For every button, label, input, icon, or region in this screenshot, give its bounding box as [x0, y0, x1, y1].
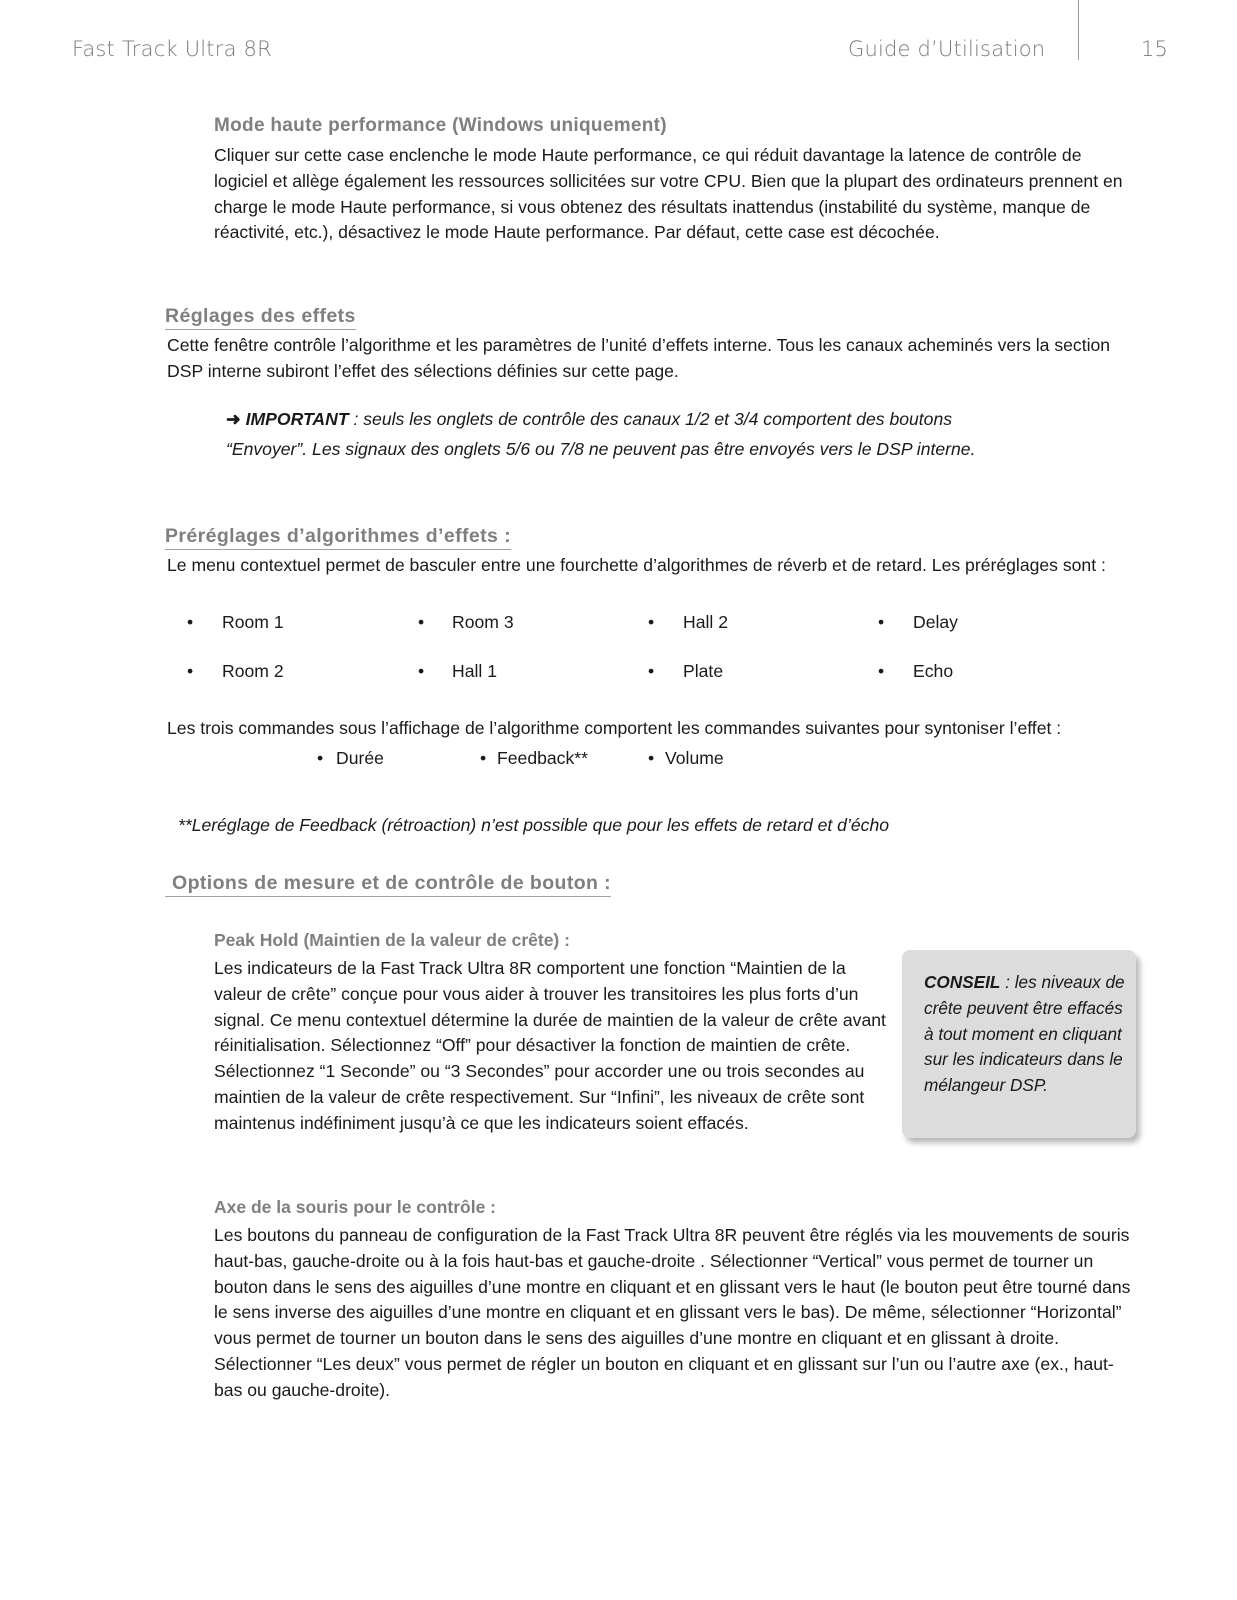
preset-item: Room 1 [222, 612, 284, 632]
effects-body: Cette fenêtre contrôle l’algorithme et les paramètres de l’unité d’effets interne. Tous les canaux acheminés vers la section DSP interne subiront l’effet des sélections définies sur cette page. [167, 335, 1111, 381]
preset-item: Room 3 [452, 612, 514, 632]
bullet-icon: • [648, 748, 655, 768]
high-perf-heading: Mode haute performance (Windows uniquement) [214, 115, 667, 136]
preset-item: Plate [683, 661, 724, 681]
mouse-axis-heading: Axe de la souris pour le contrôle : [214, 1197, 497, 1217]
bullet-icon: • [878, 661, 885, 681]
tip-callout [902, 950, 1136, 1138]
bullet-icon: • [648, 661, 655, 681]
bullet-icon: • [317, 748, 324, 768]
header-divider [1078, 0, 1079, 60]
control-item: Durée [336, 748, 384, 768]
preset-item: Room 2 [222, 661, 284, 681]
metering-heading: Options de mesure et de contrôle de bouton : [165, 872, 611, 897]
bullet-icon: • [418, 612, 425, 632]
preset-item: Echo [913, 661, 954, 681]
header-guide-title: Guide d’Utilisation [848, 37, 1046, 61]
tip-label: CONSEIL [924, 972, 1001, 992]
preset-item: Hall 2 [683, 612, 728, 632]
bullet-icon: • [878, 612, 885, 632]
control-item: Feedback** [497, 748, 588, 768]
bullet-icon: • [480, 748, 487, 768]
important-text: : seuls les onglets de contrôle des canaux 1/2 et 3/4 comportent des boutons “Envoyer”. Les signaux des onglets 5/6 ou 7/8 ne peuvent pas être envoyés vers le DSP interne. [226, 409, 976, 459]
mouse-axis-body: Les boutons du panneau de configuration de la Fast Track Ultra 8R peuvent être réglés via les mouvements de souris haut-bas, gauche-droite ou à la fois haut-bas et gauche-droite . Sélectionner “Vertical” vous permet de tourner un bouton dans le sens des aiguilles d’une montre en cliquant et en glissant vers le haut (le bouton peut être tourné dans le sens inverse des aiguilles d’une montre en cliquant et en glissant vers le bas). De même, sélectionner “Horizontal” vous permet de tourner un bouton dans le sens des aiguilles d’une montre en cliquant et en glissant à droite. Sélectionner “Les deux” vous permet de régler un bouton en cliquant et en glissant sur l’un ou l’autre axe (ex., haut-bas ou gauche-droite). [214, 1225, 1131, 1400]
effects-heading: Réglages des effets [165, 305, 356, 330]
tip-text [924, 970, 1136, 1099]
arrow-icon: ➜ [226, 409, 241, 429]
bullet-icon: • [187, 612, 194, 632]
bullet-icon: • [187, 661, 194, 681]
controls-intro: Les trois commandes sous l’affichage de l’algorithme comportent les commandes suivantes pour syntoniser l’effet : [167, 718, 1062, 738]
bullet-icon: • [418, 661, 425, 681]
high-perf-body: Cliquer sur cette case enclenche le mode Haute performance, ce qui réduit davantage la latence de contrôle de logiciel et allège également les ressources sollicitées sur votre CPU. Bien que la plupart des ordinateurs prennent en charge le mode Haute performance, si vous obtenez des résultats inattendus (instabilité du système, manque de réactivité, etc.), désactivez le mode Haute performance. Par défaut, cette case est décochée. [214, 145, 1123, 243]
bullet-icon: • [648, 612, 655, 632]
control-item: Volume [665, 748, 724, 768]
header-product: Fast Track Ultra 8R [72, 37, 272, 61]
important-note [226, 404, 986, 464]
page-number: 15 [1141, 37, 1169, 61]
presets-heading: Préréglages d’algorithmes d’effets : [165, 525, 511, 550]
preset-item: Delay [913, 612, 958, 632]
presets-intro: Le menu contextuel permet de basculer entre une fourchette d’algorithmes de réverb et de retard. Les préréglages sont : [167, 555, 1106, 575]
important-label: IMPORTANT [245, 409, 349, 429]
feedback-footnote: **Leréglage de Feedback (rétroaction) n’est possible que pour les effets de retard et d’écho [178, 815, 890, 835]
tip-body: : les niveaux de crête peuvent être effacés à tout moment en cliquant sur les indicateurs dans le mélangeur DSP. [924, 972, 1125, 1096]
peak-hold-body: Les indicateurs de la Fast Track Ultra 8R comportent une fonction “Maintien de la valeur de crête” conçue pour vous aider à trouver les transitoires les plus forts d’un signal. Ce menu contextuel détermine la durée de maintien de la valeur de crête avant réinitialisation. Sélectionnez “Off” pour désactiver la fonction de maintien de crête. Sélectionnez “1 Seconde” ou “3 Secondes” pour accorder une ou trois secondes au maintien de la valeur de crête respectivement. Sur “Infini”, les niveaux de crête sont maintenus indéfiniment jusqu’à ce que les indicateurs soient effacés. [214, 958, 886, 1133]
peak-hold-heading: Peak Hold (Maintien de la valeur de crête) : [214, 930, 570, 950]
preset-item: Hall 1 [452, 661, 497, 681]
